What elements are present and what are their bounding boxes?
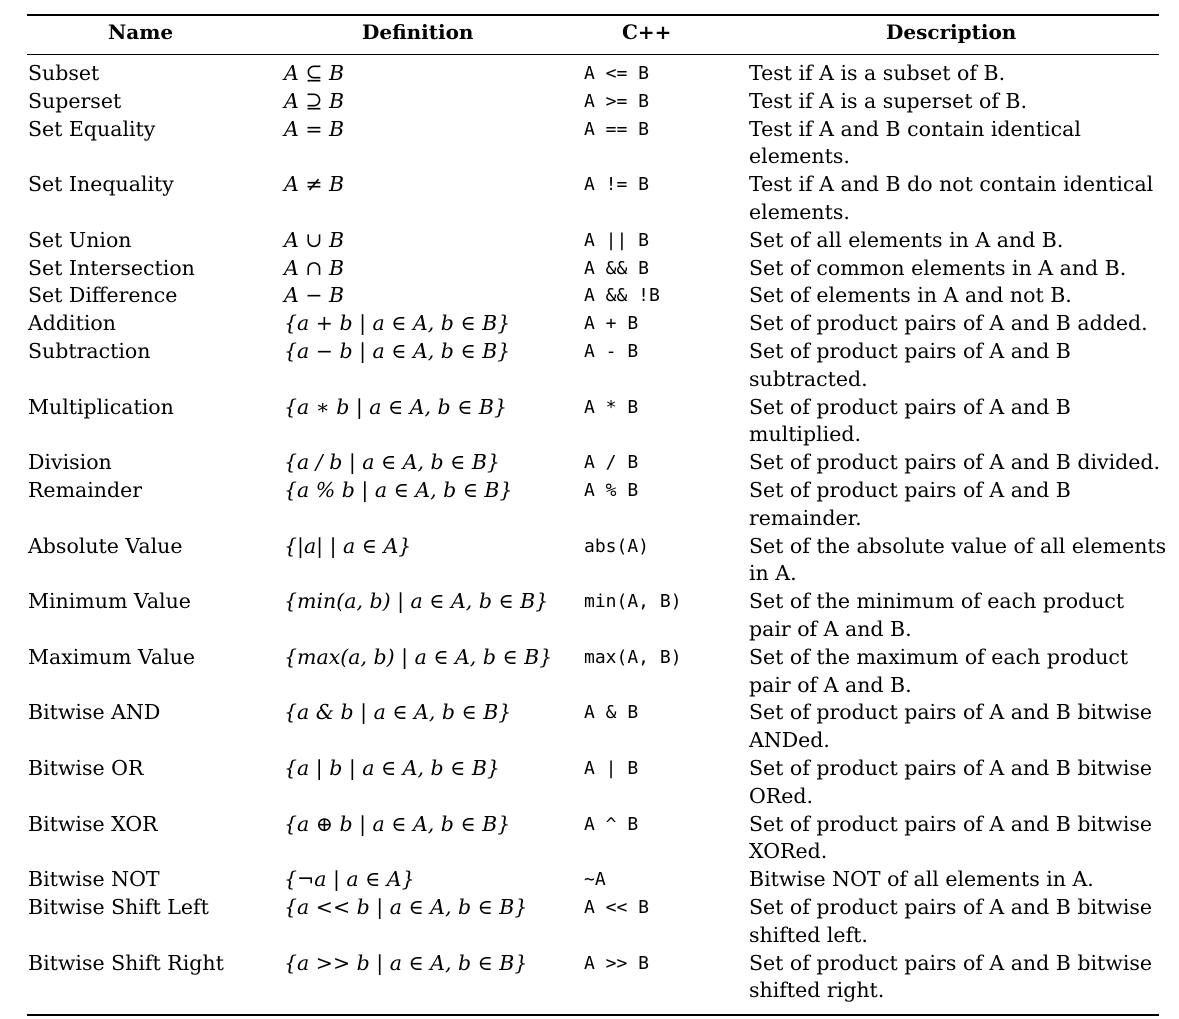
row-description-line: elements.	[749, 144, 850, 169]
row-cpp: A % B	[584, 480, 639, 501]
row-description	[749, 310, 1169, 338]
row-definition: {a + b | a ∈ A, b ∈ B}	[284, 311, 511, 336]
row-description-line: Test if A is a subset of B.	[749, 61, 1006, 85]
row-cpp: A <= B	[584, 63, 650, 84]
row-name: Minimum Value	[28, 589, 191, 614]
row-cpp: A + B	[584, 313, 639, 335]
row-cpp: A / B	[584, 452, 639, 474]
row-name: Set Equality	[28, 116, 156, 141]
row-description-line: elements.	[749, 199, 850, 224]
row-name: Addition	[28, 311, 116, 336]
row-definition: {a / b | a ∈ A, b ∈ B}	[284, 450, 500, 475]
row-description-line: multiplied.	[749, 422, 861, 447]
row-description-line: Bitwise NOT of all elements in A.	[749, 867, 1094, 892]
row-cpp: A * B	[584, 396, 639, 418]
row-definition: {¬a | a ∈ A}	[284, 867, 415, 892]
row-description	[749, 811, 1169, 867]
row-definition: {a >> b | a ∈ A, b ∈ B}	[284, 950, 528, 975]
row-description-line: Set of product pairs of A and B	[749, 394, 1071, 419]
row-definition: {min(a, b) | a ∈ A, b ∈ B}	[284, 589, 549, 614]
row-definition: {a − b | a ∈ A, b ∈ B}	[284, 339, 511, 363]
row-name: Subset	[28, 61, 100, 85]
row-name: Set Inequality	[28, 172, 174, 197]
row-description	[749, 755, 1169, 811]
row-cpp: A >= B	[584, 90, 650, 112]
row-description-line: Set of the maximum of each product	[749, 644, 1129, 669]
row-description	[749, 282, 1169, 310]
row-definition: {a << b | a ∈ A, b ∈ B}	[284, 895, 528, 919]
row-description-line: Set of product pairs of A and B added.	[749, 311, 1148, 336]
row-cpp: max(A, B)	[584, 646, 682, 668]
row-description-line: ANDed.	[749, 728, 830, 753]
row-cpp: abs(A)	[584, 535, 650, 557]
row-description	[749, 477, 1169, 533]
row-cpp: min(A, B)	[584, 591, 682, 613]
row-definition: {|a| | a ∈ A}	[284, 533, 412, 558]
row-description-line: pair of A and B.	[749, 672, 912, 697]
table-bottom-rule	[27, 1014, 1159, 1016]
row-description-line: in A.	[749, 561, 797, 586]
row-description-line: Test if A and B contain identical	[749, 116, 1081, 141]
row-cpp: A >> B	[584, 952, 650, 974]
row-description-line: XORed.	[749, 839, 828, 864]
row-name: Subtraction	[28, 339, 151, 363]
row-description-line: Set of product pairs of A and B bitwise	[749, 950, 1153, 975]
row-description-line: Set of product pairs of A and B	[749, 339, 1071, 363]
row-name: Superset	[28, 88, 122, 113]
row-cpp: A - B	[584, 341, 639, 362]
row-definition: {a % b | a ∈ A, b ∈ B}	[284, 478, 513, 502]
row-name: Bitwise Shift Right	[28, 950, 224, 975]
row-description-line: shifted right.	[749, 978, 885, 1003]
row-description-line: Test if A and B do not contain identical	[749, 172, 1154, 197]
row-description	[749, 171, 1169, 227]
row-definition: {a | b | a ∈ A, b ∈ B}	[284, 756, 500, 780]
row-description-line: remainder.	[749, 505, 862, 530]
row-description-line: Set of all elements in A and B.	[749, 227, 1064, 252]
row-name: Absolute Value	[28, 533, 183, 558]
row-description	[749, 894, 1169, 950]
row-description-line: Set of elements in A and not B.	[749, 283, 1072, 308]
row-description	[749, 866, 1169, 894]
header-name: Name	[108, 20, 174, 44]
header-cpp: C++	[622, 20, 672, 44]
table-top-rule	[27, 14, 1159, 16]
table-header-rule	[27, 54, 1159, 55]
row-cpp: A || B	[584, 229, 650, 251]
row-description-line: subtracted.	[749, 366, 868, 391]
row-cpp: A && !B	[584, 285, 660, 307]
row-description-line: Set of common elements in A and B.	[749, 255, 1127, 280]
row-description	[749, 60, 1169, 88]
row-description	[749, 255, 1169, 283]
row-description-line: Set of product pairs of A and B divided.	[749, 450, 1161, 475]
row-description	[749, 950, 1169, 1006]
row-description-line: Set of the absolute value of all elements	[749, 533, 1167, 558]
row-name: Bitwise Shift Left	[28, 895, 209, 919]
row-description-line: ORed.	[749, 783, 814, 808]
row-description	[749, 644, 1169, 700]
row-definition: {a & b | a ∈ A, b ∈ B}	[284, 700, 512, 725]
row-description	[749, 116, 1169, 172]
row-cpp: A ^ B	[584, 813, 639, 835]
row-name: Bitwise AND	[28, 700, 161, 725]
row-name: Multiplication	[28, 394, 174, 419]
row-description-line: pair of A and B.	[749, 616, 912, 641]
row-cpp: A & B	[584, 702, 639, 724]
row-name: Set Union	[28, 227, 132, 252]
row-definition: A ⊆ B	[284, 61, 345, 85]
row-definition: A − B	[284, 283, 345, 308]
row-cpp: A << B	[584, 897, 650, 918]
row-description-line: Set of product pairs of A and B bitwise	[749, 700, 1153, 725]
row-description	[749, 533, 1169, 589]
row-description	[749, 338, 1169, 394]
row-description-line: Set of product pairs of A and B bitwise	[749, 895, 1153, 919]
row-description	[749, 588, 1169, 644]
row-description	[749, 699, 1169, 755]
row-description	[749, 449, 1169, 477]
row-name: Set Difference	[28, 283, 178, 308]
row-description-line: Set of the minimum of each product	[749, 589, 1125, 614]
row-definition: {max(a, b) | a ∈ A, b ∈ B}	[284, 644, 553, 669]
row-definition: A ≠ B	[284, 172, 345, 197]
header-description: Description	[886, 20, 1017, 44]
row-name: Bitwise OR	[28, 756, 144, 780]
row-description	[749, 394, 1169, 450]
row-cpp: A == B	[584, 118, 650, 140]
row-name: Set Intersection	[28, 255, 195, 280]
row-definition: {a ∗ b | a ∈ A, b ∈ B}	[284, 394, 507, 419]
row-definition: {a ⊕ b | a ∈ A, b ∈ B}	[284, 811, 511, 836]
row-description-line: Test if A is a superset of B.	[749, 88, 1028, 113]
row-cpp: A != B	[584, 174, 650, 196]
row-cpp: A && B	[584, 257, 650, 279]
row-description-line: shifted left.	[749, 922, 868, 947]
row-description-line: Set of product pairs of A and B bitwise	[749, 811, 1153, 836]
row-name: Bitwise XOR	[28, 811, 158, 836]
row-name: Bitwise NOT	[28, 867, 160, 892]
row-name: Remainder	[28, 478, 143, 502]
row-name: Division	[28, 450, 112, 475]
row-definition: A ⊇ B	[284, 88, 345, 113]
row-definition: A ∪ B	[284, 227, 345, 252]
row-description-line: Set of product pairs of A and B	[749, 478, 1071, 502]
row-name: Maximum Value	[28, 644, 195, 669]
row-definition: A ∩ B	[284, 255, 345, 280]
row-cpp: ~A	[584, 869, 606, 891]
row-cpp: A | B	[584, 758, 639, 779]
row-description	[749, 88, 1169, 116]
header-definition: Definition	[362, 20, 474, 44]
row-description	[749, 227, 1169, 255]
row-description-line: Set of product pairs of A and B bitwise	[749, 756, 1153, 780]
row-definition: A = B	[284, 116, 345, 141]
